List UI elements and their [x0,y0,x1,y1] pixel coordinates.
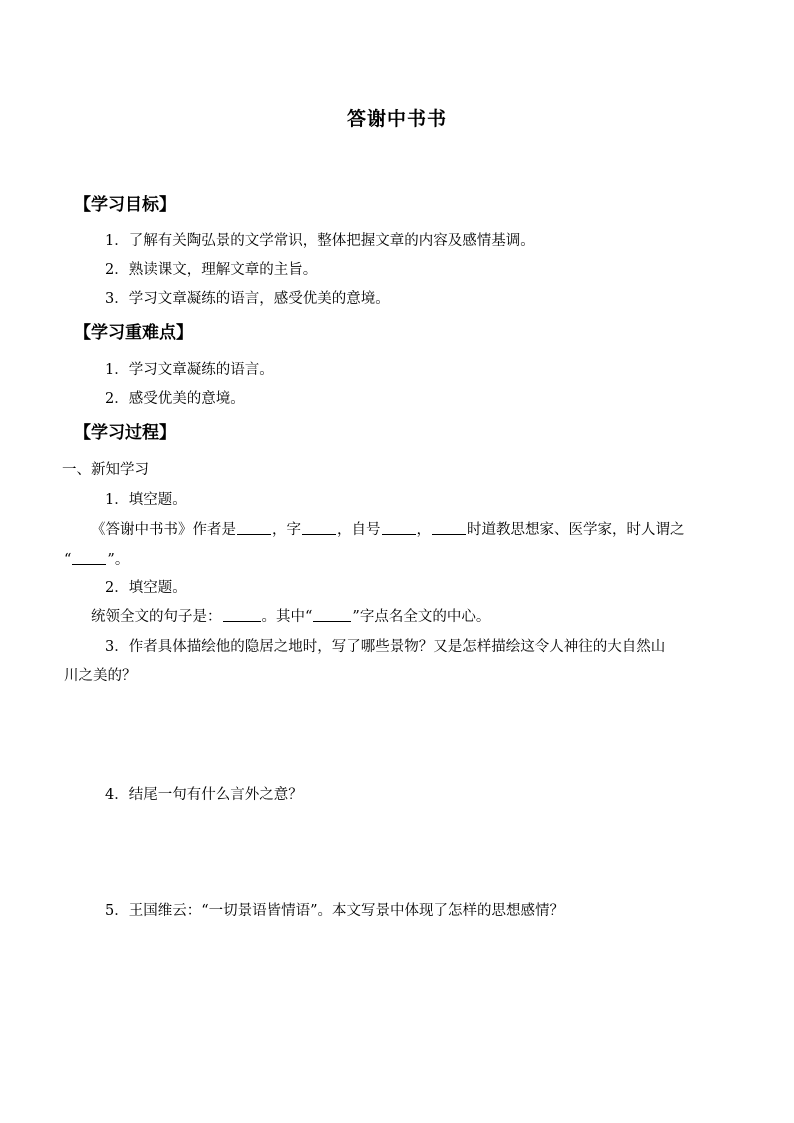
question-3-line-1: 3．作者具体描绘他的隐居之地时，写了哪些景物？又是怎样描绘这令人神往的大自然山 [105,639,666,655]
q1-text-b: ，字 [272,522,301,538]
goal-item-1: 1．了解有关陶弘景的文学常识，整体把握文章的内容及感情基调。 [105,233,535,249]
part1-heading: 一、新知学习 [62,462,149,478]
question-4: 4．结尾一句有什么言外之意？ [105,787,303,803]
section-heading-goals: 【学习目标】 [74,195,176,215]
question-3-line-2: 川之美的？ [64,668,137,684]
fill-blank-author[interactable] [237,520,271,535]
goal-item-2: 2．熟读课文，理解文章的主旨。 [105,262,318,278]
goal-item-3: 3．学习文章凝练的语言，感受优美的意境。 [105,291,390,307]
key-point-item-1: 1．学习文章凝练的语言。 [105,362,274,378]
fill-blank-courtesy-name[interactable] [302,520,336,535]
fill-blank-nickname[interactable] [72,550,106,565]
key-point-item-2: 2．感受优美的意境。 [105,391,245,407]
question-1-label: 1．填空题。 [105,492,187,508]
q1-open-quote: “ [64,552,72,568]
fill-blank-dynasty[interactable] [432,520,466,535]
q1-text-c: ，自号 [337,522,381,538]
question-5: 5．王国维云：“一切景语皆情语”。本文写景中体现了怎样的思想感情？ [105,903,565,919]
question-2-line [91,607,490,627]
fill-blank-pseudonym[interactable] [382,520,416,535]
q1-close-quote: ”。 [107,552,130,568]
question-1-line-2 [64,550,129,570]
section-heading-key-points: 【学习重难点】 [74,323,193,343]
question-1-line-1 [91,520,685,540]
fill-blank-key-word[interactable] [313,607,351,622]
q1-text-e: 时道教思想家、医学家，时人谓之 [467,522,685,538]
fill-blank-central-sentence[interactable] [223,607,261,622]
question-2-label: 2．填空题。 [105,580,187,596]
q2-text-a: 统领全文的句子是： [91,609,222,625]
q1-text-d: ， [416,522,431,538]
q2-text-b: 。其中“ [261,609,313,625]
q2-text-c: ”字点名全文的中心。 [352,609,491,625]
section-heading-process: 【学习过程】 [74,423,176,443]
q1-text-a: 《答谢中书书》作者是 [91,522,236,538]
page-title: 答谢中书书 [346,108,447,130]
